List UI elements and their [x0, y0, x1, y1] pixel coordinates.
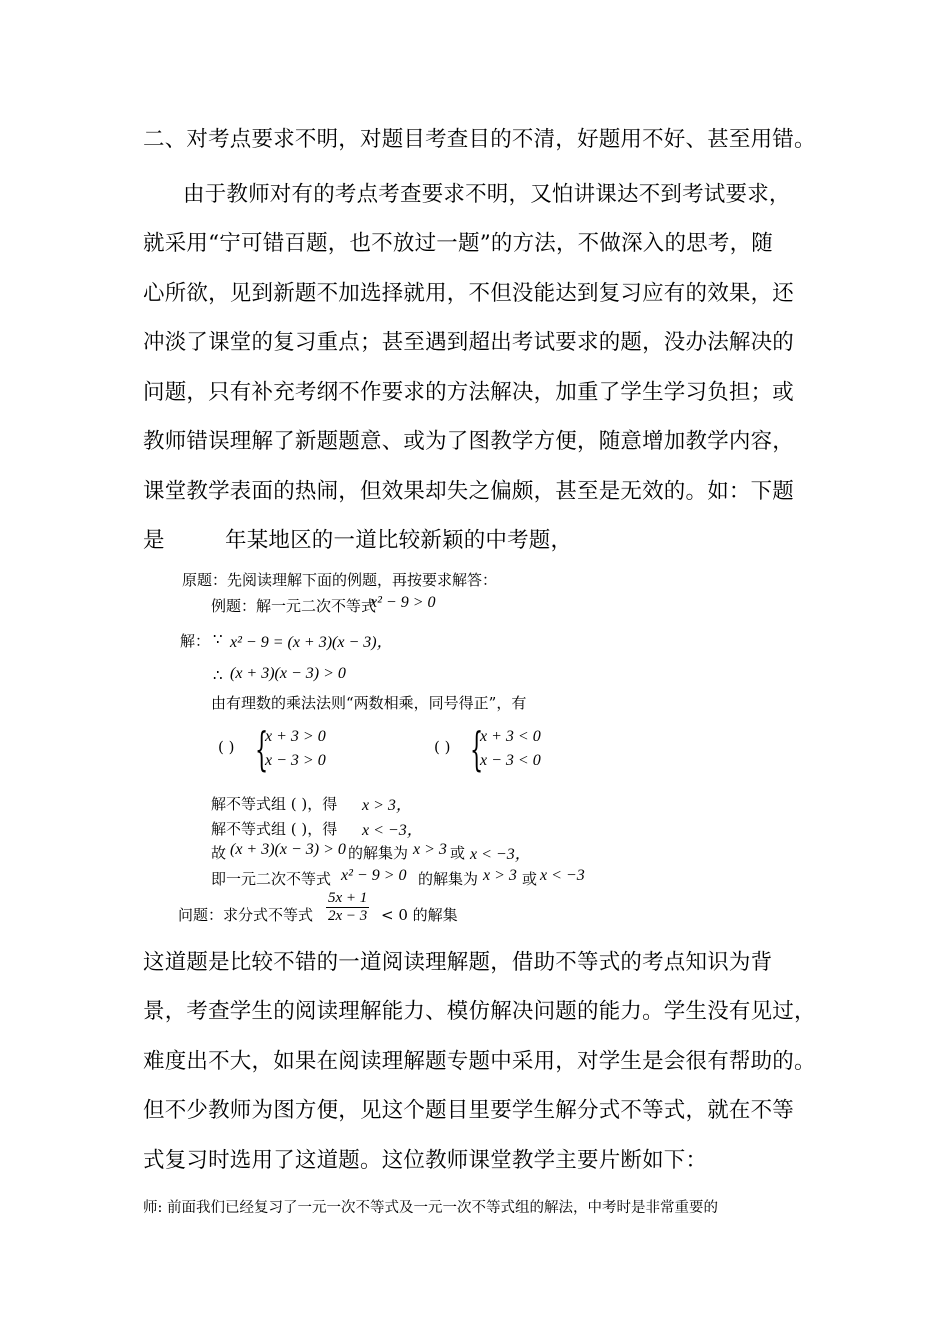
system2-brace: { [470, 722, 484, 776]
paragraph-line: 课堂教学表面的热闹，但效果却失之偏颇，甚至是无效的。如：下题 [143, 479, 795, 504]
system2-row1: x + 3 < 0 [480, 728, 541, 745]
paragraph-line-end: 年某地区的一道比较新颖的中考题， [225, 528, 573, 553]
final-or: 或 [522, 870, 538, 888]
question-label: 问题：求分式不等式 [178, 906, 314, 924]
solve-system1-text: 解不等式组 ( )，得 [211, 795, 338, 813]
paragraph-line: 难度出不大，如果在阅读理解题专题中采用，对学生是会很有帮助的。 [143, 1049, 816, 1074]
conclusion-result1: x > 3 [413, 841, 447, 858]
solve-system2-result: x < −3， [362, 822, 423, 839]
conclusion-result2: x < −3， [470, 846, 531, 863]
system2-row2: x − 3 < 0 [480, 752, 541, 769]
final-mid: 的解集为 [418, 870, 479, 888]
example-expression: x² − 9 > 0 [370, 594, 436, 611]
section-heading: 二、对考点要求不明，对题目考查目的不清，好题用不好、甚至用错。 [143, 127, 816, 152]
conclusion-or: 或 [450, 844, 466, 862]
final-result2: x < −3 [540, 867, 585, 884]
teacher-dialogue-line: 师: 前面我们已经复习了一元一次不等式及一元一次不等式组的解法，中考时是非常重要的 [143, 1200, 718, 1216]
paragraph-line: 但不少教师为图方便，见这个题目里要学生解分式不等式，就在不等 [143, 1098, 795, 1123]
solution-label: 解： [180, 632, 211, 650]
question-fraction [326, 890, 369, 925]
system1-row2: x − 3 > 0 [265, 752, 326, 769]
because-symbol: ∵ [213, 630, 223, 648]
conclusion-mid: 的解集为 [348, 844, 409, 862]
paragraph-line: 由于教师对有的考点考查要求不明，又怕讲课达不到考试要求， [183, 182, 791, 207]
system2-tag: ( ) [434, 738, 451, 756]
conclusion-prefix: 故 [211, 844, 227, 862]
fraction-numerator: 5x + 1 [328, 890, 368, 906]
product-expression: (x + 3)(x − 3) > 0 [230, 665, 346, 682]
conclusion-expression: (x + 3)(x − 3) > 0 [230, 841, 346, 858]
paragraph-line: 式复习时选用了这道题。这位教师课堂教学主要片断如下： [143, 1148, 708, 1173]
paragraph-line: 这道题是比较不错的一道阅读理解题，借助不等式的考点知识为背 [143, 950, 773, 975]
solve-system2-text: 解不等式组 ( )，得 [211, 820, 338, 838]
paragraph-line: 心所欲，见到新题不加选择就用，不但没能达到复习应有的效果，还 [143, 281, 795, 306]
system1-tag: ( ) [218, 738, 235, 756]
example-label: 例题：解一元二次不等式 [211, 597, 377, 615]
question-tail: < 0 的解集 [381, 906, 458, 924]
system1-brace: { [255, 722, 269, 776]
factor-expression: x² − 9 = (x + 3)(x − 3)， [230, 634, 393, 651]
paragraph-line: 问题，只有补充考纲不作要求的方法解决，加重了学生学习负担；或 [143, 380, 795, 405]
original-problem-label: 原题：先阅读理解下面的例题，再按要求解答： [182, 571, 498, 589]
paragraph-line-start: 是 [143, 528, 165, 553]
solve-system1-result: x > 3， [362, 797, 412, 814]
final-expression: x² − 9 > 0 [341, 867, 407, 884]
paragraph-line: 景，考查学生的阅读理解能力、模仿解决问题的能力。学生没有见过， [143, 999, 816, 1024]
fraction-denominator: 2x − 3 [328, 908, 368, 924]
final-prefix: 即一元二次不等式 [211, 870, 332, 888]
paragraph-line: 教师错误理解了新题题意、或为了图教学方便，随意增加教学内容， [143, 429, 795, 454]
final-result1: x > 3 [483, 867, 517, 884]
system1-row1: x + 3 > 0 [265, 728, 326, 745]
paragraph-line: 冲淡了课堂的复习重点；甚至遇到超出考试要求的题，没办法解决的 [143, 330, 795, 355]
therefore-symbol: ∴ [213, 666, 223, 684]
multiplication-rule: 由有理数的乘法法则“两数相乘，同号得正”，有 [211, 694, 527, 712]
paragraph-line: 就采用“宁可错百题，也不放过一题”的方法，不做深入的思考，随 [143, 231, 773, 256]
